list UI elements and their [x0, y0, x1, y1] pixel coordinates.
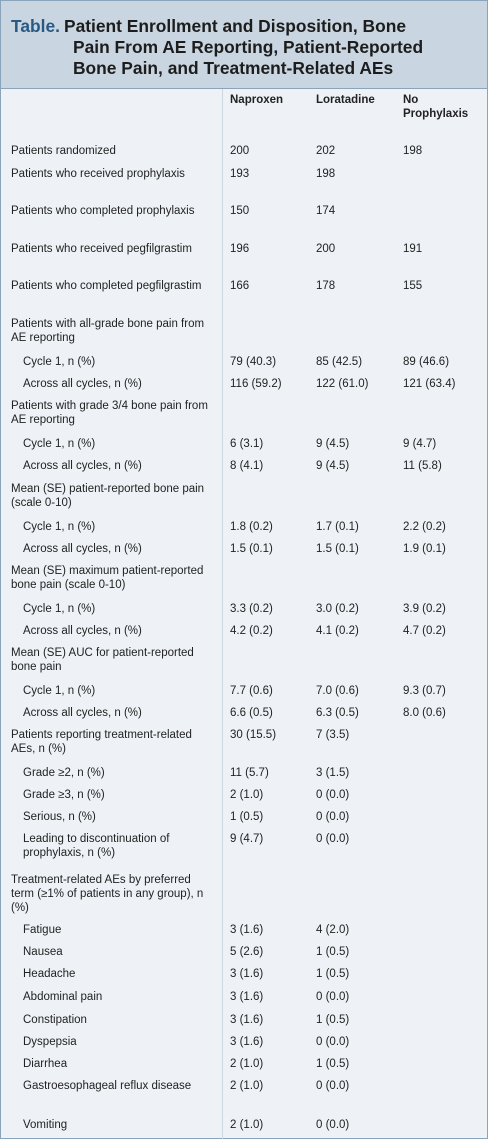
- loratadine-value: 1.7 (0.1): [316, 521, 359, 533]
- loratadine-value: 6.3 (0.5): [316, 707, 359, 719]
- naproxen-value: 196: [230, 243, 250, 255]
- naproxen-value: 11 (5.7): [230, 767, 269, 779]
- row-label: Leading to discontinuation of prophylaxis, n (%): [23, 833, 170, 859]
- no-prophylaxis-value: 9 (4.7): [403, 438, 437, 450]
- loratadine-value: 0 (0.0): [316, 811, 350, 823]
- loratadine-value: 0 (0.0): [316, 991, 350, 1003]
- table-label: Table.: [11, 16, 60, 36]
- loratadine-value: 1 (0.5): [316, 946, 350, 958]
- row-label: Mean (SE) patient-reported bone pain (scale 0-10): [11, 483, 205, 509]
- loratadine-value: 4 (2.0): [316, 924, 350, 936]
- row-label: Patients who received pegfilgrastim: [11, 243, 192, 255]
- naproxen-value: 3 (1.6): [230, 968, 264, 980]
- no-prophylaxis-value: 3.9 (0.2): [403, 603, 446, 615]
- row-label: Patients reporting treatment-related AEs, n (%): [11, 729, 192, 755]
- loratadine-value: 0 (0.0): [316, 1080, 350, 1092]
- naproxen-value: 3.3 (0.2): [230, 603, 273, 615]
- naproxen-value: 30 (15.5): [230, 729, 277, 741]
- row-label: Patients randomized: [11, 145, 116, 157]
- row-label: Nausea: [23, 946, 63, 958]
- naproxen-value: 2 (1.0): [230, 789, 264, 801]
- table-header: [1, 1, 487, 89]
- row-label: Grade ≥2, n (%): [23, 767, 105, 779]
- loratadine-value: 200: [316, 243, 336, 255]
- naproxen-value: 6.6 (0.5): [230, 707, 273, 719]
- loratadine-value: 3 (1.5): [316, 767, 350, 779]
- row-label: Gastroesophageal reflux disease: [23, 1080, 192, 1092]
- row-label: Headache: [23, 968, 76, 980]
- loratadine-value: 9 (4.5): [316, 438, 350, 450]
- row-label: Cycle 1, n (%): [23, 685, 96, 697]
- row-label: Patients with all-grade bone pain from AE reporting: [11, 318, 205, 344]
- row-label: Cycle 1, n (%): [23, 438, 96, 450]
- no-prophylaxis-value: 198: [403, 145, 423, 157]
- loratadine-value: 198: [316, 168, 336, 180]
- naproxen-value: 7.7 (0.6): [230, 685, 273, 697]
- naproxen-value: 1.5 (0.1): [230, 543, 273, 555]
- row-label: Vomiting: [23, 1119, 68, 1131]
- no-prophylaxis-value: 4.7 (0.2): [403, 625, 446, 637]
- naproxen-value: 79 (40.3): [230, 356, 277, 368]
- row-label: Cycle 1, n (%): [23, 603, 96, 615]
- loratadine-value: 1 (0.5): [316, 1014, 350, 1026]
- naproxen-value: 5 (2.6): [230, 946, 264, 958]
- loratadine-value: 0 (0.0): [316, 1119, 350, 1131]
- row-label: Across all cycles, n (%): [23, 543, 142, 555]
- naproxen-value: 9 (4.7): [230, 833, 264, 845]
- naproxen-value: 3 (1.6): [230, 1014, 264, 1026]
- row-label: Cycle 1, n (%): [23, 521, 96, 533]
- naproxen-value: 150: [230, 205, 250, 217]
- no-prophylaxis-value: 155: [403, 280, 423, 292]
- naproxen-value: 193: [230, 168, 250, 180]
- column-divider: [222, 89, 223, 1139]
- no-prophylaxis-value: 121 (63.4): [403, 378, 456, 390]
- naproxen-value: 1 (0.5): [230, 811, 264, 823]
- row-label: Patients who completed prophylaxis: [11, 205, 195, 217]
- loratadine-value: 1 (0.5): [316, 968, 350, 980]
- loratadine-value: 85 (42.5): [316, 356, 363, 368]
- loratadine-value: 4.1 (0.2): [316, 625, 359, 637]
- column-header-naproxen: Naproxen: [230, 94, 284, 106]
- no-prophylaxis-value: 9.3 (0.7): [403, 685, 446, 697]
- column-header-no-prophylaxis: No Prophylaxis: [403, 94, 469, 120]
- loratadine-value: 202: [316, 145, 336, 157]
- row-label: Across all cycles, n (%): [23, 707, 142, 719]
- table-title-line-3: Bone Pain, and Treatment-Related AEs: [73, 58, 394, 78]
- naproxen-value: 2 (1.0): [230, 1080, 264, 1092]
- loratadine-value: 9 (4.5): [316, 460, 350, 472]
- naproxen-value: 116 (59.2): [230, 378, 282, 390]
- loratadine-value: 0 (0.0): [316, 789, 350, 801]
- loratadine-value: 7.0 (0.6): [316, 685, 359, 697]
- no-prophylaxis-value: 191: [403, 243, 423, 255]
- naproxen-value: 3 (1.6): [230, 991, 264, 1003]
- row-label: Constipation: [23, 1014, 87, 1026]
- naproxen-value: 200: [230, 145, 250, 157]
- row-label: Cycle 1, n (%): [23, 356, 96, 368]
- naproxen-value: 3 (1.6): [230, 924, 264, 936]
- naproxen-value: 166: [230, 280, 250, 292]
- naproxen-value: 8 (4.1): [230, 460, 264, 472]
- loratadine-value: 1.5 (0.1): [316, 543, 359, 555]
- naproxen-value: 2 (1.0): [230, 1119, 264, 1131]
- row-label: Mean (SE) maximum patient-reported bone pain (scale 0-10): [11, 565, 204, 591]
- row-label: Abdominal pain: [23, 991, 103, 1003]
- loratadine-value: 0 (0.0): [316, 1036, 350, 1048]
- table-title-line-1: Table. Patient Enrollment and Disposition, Bone: [11, 16, 407, 36]
- row-label: Across all cycles, n (%): [23, 460, 142, 472]
- naproxen-value: 6 (3.1): [230, 438, 264, 450]
- column-header-loratadine: Loratadine: [316, 94, 375, 106]
- row-label: Fatigue: [23, 924, 62, 936]
- row-label: Patients with grade 3/4 bone pain from AE reporting: [11, 400, 208, 426]
- row-label: Diarrhea: [23, 1058, 68, 1070]
- row-label: Patients who completed pegfilgrastim: [11, 280, 202, 292]
- no-prophylaxis-value: 11 (5.8): [403, 460, 442, 472]
- row-label: Across all cycles, n (%): [23, 625, 142, 637]
- naproxen-value: 2 (1.0): [230, 1058, 264, 1070]
- row-label: Treatment-related AEs by preferred term (≥1% of patients in any group), n (%): [11, 874, 204, 914]
- row-label: Patients who received prophylaxis: [11, 168, 185, 180]
- row-label: Grade ≥3, n (%): [23, 789, 105, 801]
- row-label: Across all cycles, n (%): [23, 378, 142, 390]
- naproxen-value: 1.8 (0.2): [230, 521, 273, 533]
- no-prophylaxis-value: 1.9 (0.1): [403, 543, 446, 555]
- no-prophylaxis-value: 2.2 (0.2): [403, 521, 446, 533]
- loratadine-value: 174: [316, 205, 336, 217]
- naproxen-value: 4.2 (0.2): [230, 625, 273, 637]
- row-label: Mean (SE) AUC for patient-reported bone pain: [11, 647, 194, 673]
- loratadine-value: 7 (3.5): [316, 729, 350, 741]
- loratadine-value: 178: [316, 280, 336, 292]
- row-label: Dyspepsia: [23, 1036, 77, 1048]
- no-prophylaxis-value: 89 (46.6): [403, 356, 450, 368]
- no-prophylaxis-value: 8.0 (0.6): [403, 707, 446, 719]
- loratadine-value: 1 (0.5): [316, 1058, 350, 1070]
- loratadine-value: 0 (0.0): [316, 833, 350, 845]
- naproxen-value: 3 (1.6): [230, 1036, 264, 1048]
- table-title-line-2: Pain From AE Reporting, Patient-Reported: [73, 37, 424, 57]
- loratadine-value: 122 (61.0): [316, 378, 369, 390]
- row-label: Serious, n (%): [23, 811, 96, 823]
- loratadine-value: 3.0 (0.2): [316, 603, 359, 615]
